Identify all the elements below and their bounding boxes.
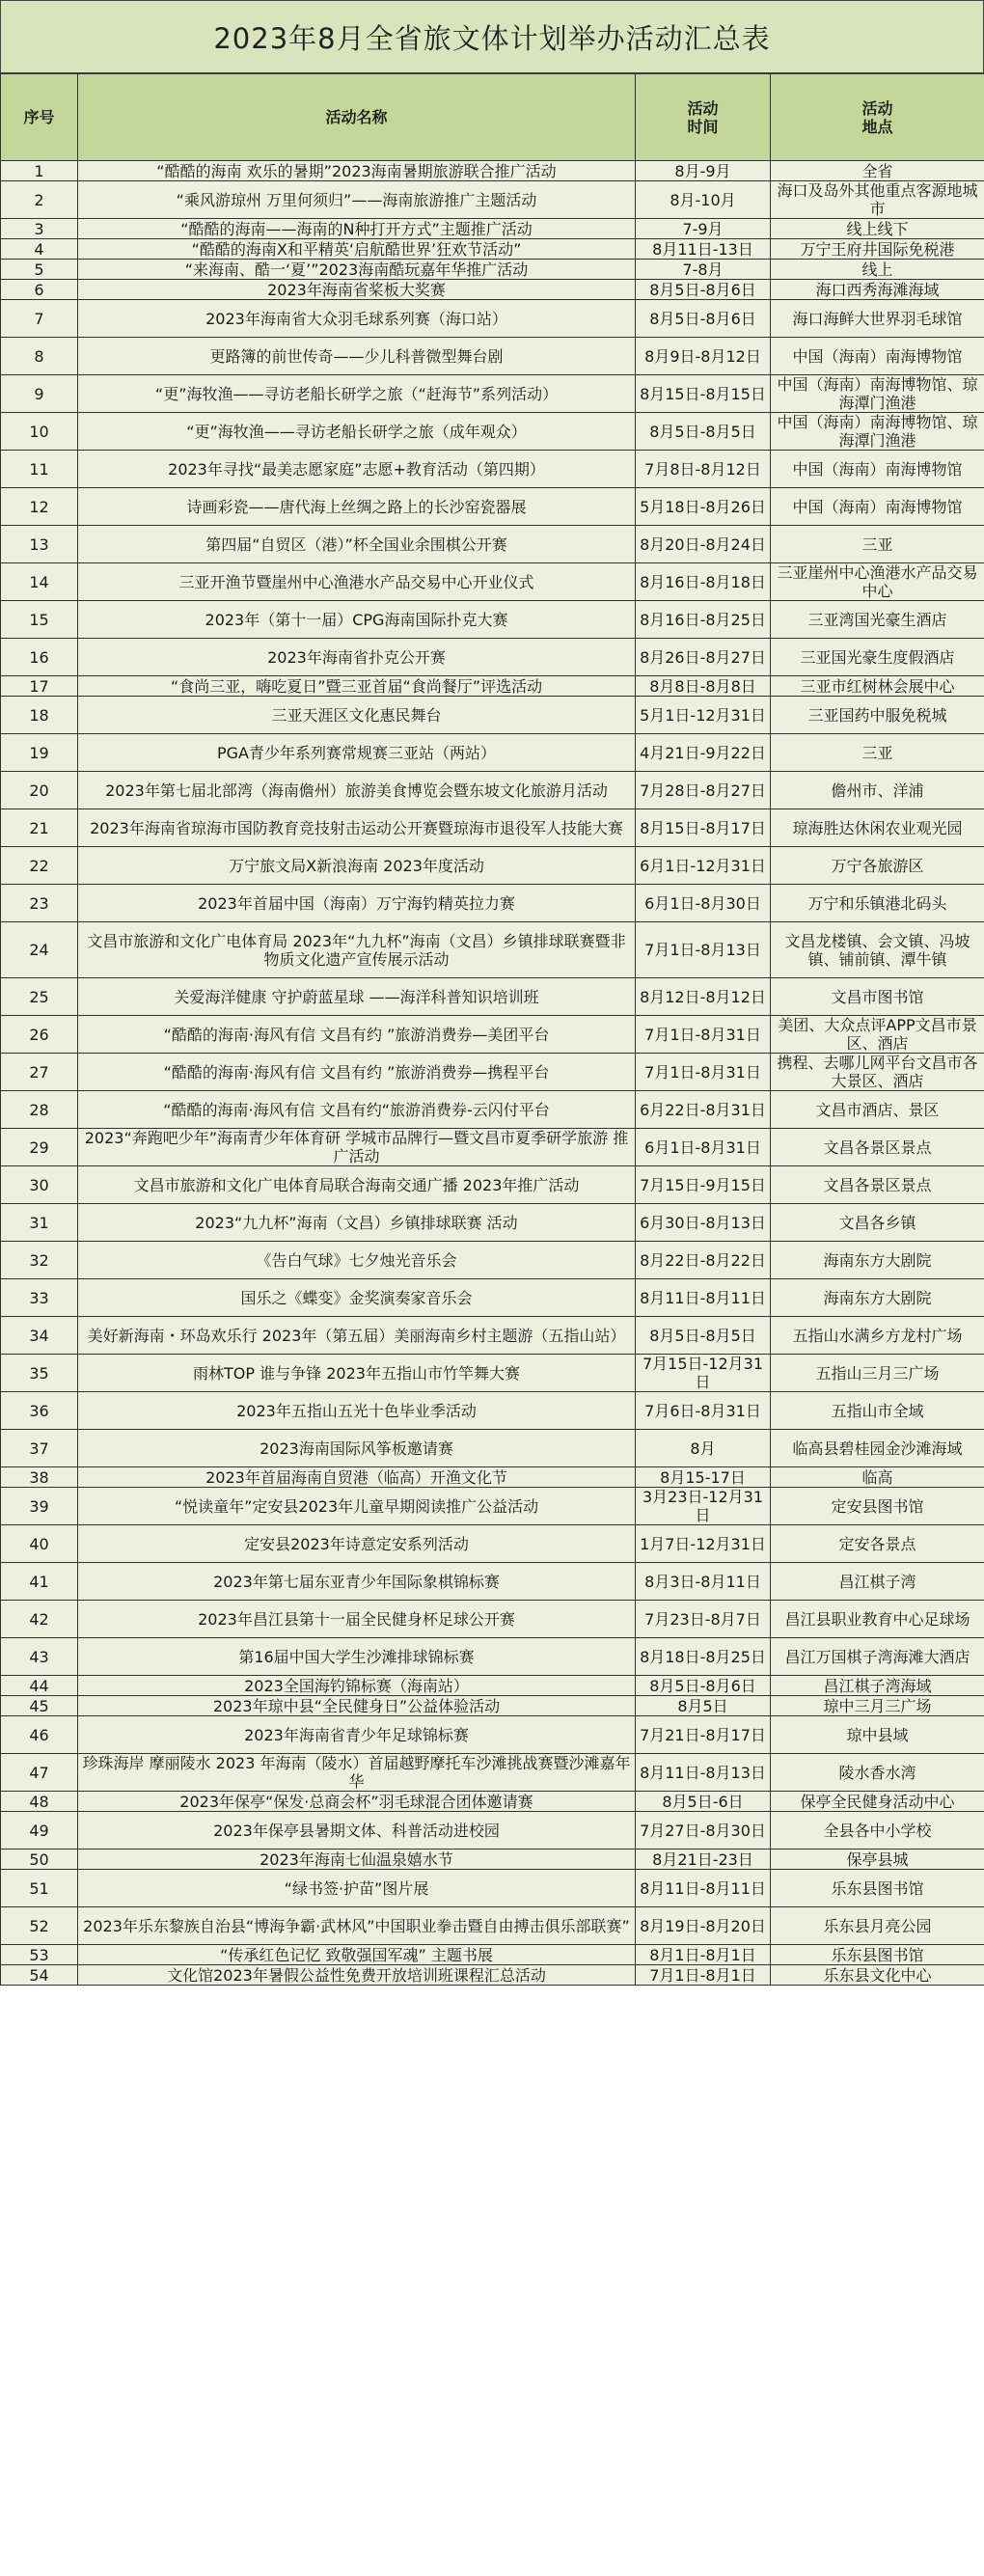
row-activity-name: 2023海南国际风筝板邀请赛	[78, 1430, 636, 1467]
row-activity-time: 8月20日-8月24日	[636, 526, 771, 563]
row-index: 24	[1, 922, 78, 978]
row-activity-place: 中国（海南）南海博物馆、琼海潭门渔港	[771, 375, 984, 413]
row-activity-place: 五指山三月三广场	[771, 1355, 984, 1392]
row-activity-name: 《告白气球》七夕烛光音乐会	[78, 1242, 636, 1279]
row-activity-name: “传承红色记忆 致敬强国军魂” 主题书展	[78, 1945, 636, 1965]
row-index: 44	[1, 1676, 78, 1696]
table-row	[1, 1016, 984, 1054]
table-row	[1, 1945, 984, 1965]
table-row	[1, 1525, 984, 1563]
row-index: 35	[1, 1355, 78, 1392]
row-index: 39	[1, 1488, 78, 1525]
table-row	[1, 1488, 984, 1525]
row-activity-name: “酷酷的海南·海风有信 文昌有约“旅游消费券-云闪付平台	[78, 1091, 636, 1129]
row-activity-place: 全省	[771, 161, 984, 181]
table-row	[1, 1850, 984, 1870]
row-index: 36	[1, 1392, 78, 1430]
row-activity-time: 7月1日-8月1日	[636, 1965, 771, 1986]
table-row	[1, 1355, 984, 1392]
row-activity-name: 三亚开渔节暨崖州中心渔港水产品交易中心开业仪式	[78, 563, 636, 601]
row-activity-name: 2023年海南省桨板大奖赛	[78, 280, 636, 300]
row-activity-place: 中国（海南）南海博物馆	[771, 488, 984, 526]
sheet-title: 2023年8月全省旅文体计划举办活动汇总表	[0, 0, 984, 73]
row-index: 18	[1, 697, 78, 734]
row-activity-time: 8月15-17日	[636, 1467, 771, 1488]
row-activity-place: 万宁王府井国际免税港	[771, 239, 984, 260]
row-activity-name: 国乐之《蝶变》金奖演奏家音乐会	[78, 1279, 636, 1317]
row-index: 31	[1, 1204, 78, 1242]
row-activity-time: 8月12日-8月12日	[636, 978, 771, 1016]
row-activity-place: 中国（海南）南海博物馆、琼海潭门渔港	[771, 413, 984, 451]
row-index: 26	[1, 1016, 78, 1054]
row-activity-time: 8月16日-8月18日	[636, 563, 771, 601]
row-activity-time: 7月1日-8月31日	[636, 1016, 771, 1054]
row-activity-place: 定安县图书馆	[771, 1488, 984, 1525]
row-activity-place: 海南东方大剧院	[771, 1279, 984, 1317]
row-index: 4	[1, 239, 78, 260]
row-activity-time: 8月5日	[636, 1696, 771, 1716]
row-activity-name: 2023年海南省大众羽毛球系列赛（海口站）	[78, 300, 636, 338]
row-index: 32	[1, 1242, 78, 1279]
row-activity-place: 乐东县图书馆	[771, 1870, 984, 1907]
row-index: 21	[1, 809, 78, 847]
table-row	[1, 734, 984, 772]
row-activity-place: 中国（海南）南海博物馆	[771, 451, 984, 488]
row-activity-place: 三亚崖州中心渔港水产品交易中心	[771, 563, 984, 601]
table-row	[1, 1091, 984, 1129]
table-row	[1, 697, 984, 734]
row-activity-place: 携程、去哪儿网平台文昌市各大景区、酒店	[771, 1054, 984, 1091]
row-activity-name: 更路簿的前世传奇——少儿科普微型舞台剧	[78, 338, 636, 375]
row-activity-place: 保亭全民健身活动中心	[771, 1792, 984, 1812]
row-activity-time: 6月30日-8月13日	[636, 1204, 771, 1242]
row-activity-name: PGA青少年系列赛常规赛三亚站（两站）	[78, 734, 636, 772]
table-row	[1, 1563, 984, 1601]
row-activity-time: 8月18日-8月25日	[636, 1638, 771, 1676]
row-activity-name: 2023年昌江县第十一届全民健身杯足球公开赛	[78, 1601, 636, 1638]
row-activity-name: 2023年首届海南自贸港（临高）开渔文化节	[78, 1467, 636, 1488]
row-activity-place: 琼海胜达休闲农业观光园	[771, 809, 984, 847]
row-index: 50	[1, 1850, 78, 1870]
row-index: 20	[1, 772, 78, 809]
row-activity-time: 8月11日-8月11日	[636, 1870, 771, 1907]
row-activity-time: 8月-10月	[636, 181, 771, 219]
row-activity-time: 6月1日-8月31日	[636, 1129, 771, 1166]
row-activity-name: 文昌市旅游和文化广电体育局 2023年“九九杯”海南（文昌）乡镇排球联赛暨非物质文化遗产宣传展示活动	[78, 922, 636, 978]
row-activity-time: 7月15日-12月31日	[636, 1355, 771, 1392]
row-activity-place: 三亚市红树林会展中心	[771, 676, 984, 697]
row-activity-name: “更”海牧渔——寻访老船长研学之旅（成年观众）	[78, 413, 636, 451]
row-index: 46	[1, 1716, 78, 1754]
row-activity-time: 5月1日-12月31日	[636, 697, 771, 734]
row-activity-name: “更”海牧渔——寻访老船长研学之旅（“赶海节”系列活动）	[78, 375, 636, 413]
row-index: 51	[1, 1870, 78, 1907]
row-activity-time: 8月11日-13日	[636, 239, 771, 260]
row-activity-name: 2023年首届中国（海南）万宁海钓精英拉力赛	[78, 885, 636, 922]
row-activity-name: 2023年（第十一届）CPG海南国际扑克大赛	[78, 601, 636, 639]
row-activity-time: 8月16日-8月25日	[636, 601, 771, 639]
row-activity-place: 线上线下	[771, 219, 984, 239]
row-activity-time: 6月22日-8月31日	[636, 1091, 771, 1129]
row-activity-name: 2023年琼中县“全民健身日”公益体验活动	[78, 1696, 636, 1716]
row-activity-name: 2023年五指山五光十色毕业季活动	[78, 1392, 636, 1430]
row-index: 43	[1, 1638, 78, 1676]
table-row	[1, 1392, 984, 1430]
table-row	[1, 1754, 984, 1792]
row-activity-name: 2023年保亭“保发·总商会杯”羽毛球混合团体邀请赛	[78, 1792, 636, 1812]
row-activity-time: 8月11日-8月11日	[636, 1279, 771, 1317]
row-activity-time: 8月5日-6日	[636, 1792, 771, 1812]
row-activity-name: 文昌市旅游和文化广电体育局联合海南交通广播 2023年推广活动	[78, 1166, 636, 1204]
row-activity-name: 2023年海南七仙温泉嬉水节	[78, 1850, 636, 1870]
row-activity-name: “酷酷的海南·海风有信 文昌有约 ”旅游消费券—携程平台	[78, 1054, 636, 1091]
row-activity-name: 珍珠海岸 摩丽陵水 2023 年海南（陵水）首届越野摩托车沙滩挑战赛暨沙滩嘉年华	[78, 1754, 636, 1792]
row-activity-place: 文昌各乡镇	[771, 1204, 984, 1242]
row-index: 14	[1, 563, 78, 601]
row-activity-time: 7月27日-8月30日	[636, 1812, 771, 1850]
row-activity-name: 2023年保亭县暑期文体、科普活动进校园	[78, 1812, 636, 1850]
row-activity-time: 8月-9月	[636, 161, 771, 181]
row-activity-time: 7-8月	[636, 260, 771, 280]
row-activity-name: 2023年第七届东亚青少年国际象棋锦标赛	[78, 1563, 636, 1601]
row-activity-name: “酷酷的海南X和平精英‘启航酷世界’狂欢节活动”	[78, 239, 636, 260]
row-activity-place: 线上	[771, 260, 984, 280]
row-activity-name: 雨林TOP 谁与争锋 2023年五指山市竹竿舞大赛	[78, 1355, 636, 1392]
row-activity-time: 8月1日-8月1日	[636, 1945, 771, 1965]
table-row	[1, 338, 984, 375]
row-activity-name: 美好新海南・环岛欢乐行 2023年（第五届）美丽海南乡村主题游（五指山站）	[78, 1317, 636, 1355]
row-activity-name: 2023年第七届北部湾（海南儋州）旅游美食博览会暨东坡文化旅游月活动	[78, 772, 636, 809]
row-activity-time: 8月5日-8月6日	[636, 300, 771, 338]
row-activity-place: 五指山水满乡方龙村广场	[771, 1317, 984, 1355]
header-row	[1, 74, 984, 161]
row-index: 37	[1, 1430, 78, 1467]
row-activity-time: 8月22日-8月22日	[636, 1242, 771, 1279]
header-activity-time: 活动 时间	[636, 74, 771, 161]
row-activity-time: 8月	[636, 1430, 771, 1467]
row-activity-name: 三亚天涯区文化惠民舞台	[78, 697, 636, 734]
row-activity-time: 8月8日-8月8日	[636, 676, 771, 697]
row-activity-name: 2023年海南省扑克公开赛	[78, 639, 636, 676]
table-row	[1, 809, 984, 847]
row-index: 47	[1, 1754, 78, 1792]
row-activity-place: 临高	[771, 1467, 984, 1488]
header-activity-name: 活动名称	[78, 74, 636, 161]
row-index: 3	[1, 219, 78, 239]
table-row	[1, 300, 984, 338]
row-activity-time: 7月1日-8月13日	[636, 922, 771, 978]
table-row	[1, 1907, 984, 1945]
row-activity-place: 儋州市、洋浦	[771, 772, 984, 809]
table-row	[1, 1242, 984, 1279]
row-activity-time: 8月26日-8月27日	[636, 639, 771, 676]
row-index: 5	[1, 260, 78, 280]
row-activity-place: 海口海鲜大世界羽毛球馆	[771, 300, 984, 338]
row-activity-time: 7月1日-8月31日	[636, 1054, 771, 1091]
row-activity-place: 昌江万国棋子湾海滩大酒店	[771, 1638, 984, 1676]
row-activity-place: 三亚	[771, 526, 984, 563]
row-index: 34	[1, 1317, 78, 1355]
table-row	[1, 413, 984, 451]
row-index: 53	[1, 1945, 78, 1965]
row-activity-place: 保亭县城	[771, 1850, 984, 1870]
row-activity-time: 8月15日-8月17日	[636, 809, 771, 847]
row-activity-time: 8月5日-8月6日	[636, 280, 771, 300]
row-activity-time: 7月21日-8月17日	[636, 1716, 771, 1754]
row-activity-name: 2023“九九杯”海南（文昌）乡镇排球联赛 活动	[78, 1204, 636, 1242]
row-activity-time: 8月9日-8月12日	[636, 338, 771, 375]
row-activity-time: 7月8日-8月12日	[636, 451, 771, 488]
row-activity-place: 美团、大众点评APP文昌市景区、酒店	[771, 1016, 984, 1054]
row-activity-time: 7月23日-8月7日	[636, 1601, 771, 1638]
row-activity-place: 陵水香水湾	[771, 1754, 984, 1792]
row-activity-time: 5月18日-8月26日	[636, 488, 771, 526]
row-activity-time: 6月1日-8月30日	[636, 885, 771, 922]
table-row	[1, 260, 984, 280]
row-activity-time: 8月21日-23日	[636, 1850, 771, 1870]
row-activity-place: 定安各景点	[771, 1525, 984, 1563]
row-index: 25	[1, 978, 78, 1016]
row-activity-place: 海南东方大剧院	[771, 1242, 984, 1279]
row-index: 40	[1, 1525, 78, 1563]
row-activity-time: 8月19日-8月20日	[636, 1907, 771, 1945]
row-index: 54	[1, 1965, 78, 1986]
row-activity-name: 第16届中国大学生沙滩排球锦标赛	[78, 1638, 636, 1676]
row-index: 8	[1, 338, 78, 375]
row-activity-place: 琼中县域	[771, 1716, 984, 1754]
row-activity-time: 7月28日-8月27日	[636, 772, 771, 809]
row-activity-place: 五指山市全域	[771, 1392, 984, 1430]
row-index: 41	[1, 1563, 78, 1601]
row-index: 29	[1, 1129, 78, 1166]
row-index: 15	[1, 601, 78, 639]
row-index: 22	[1, 847, 78, 885]
row-activity-time: 3月23日-12月31日	[636, 1488, 771, 1525]
row-index: 23	[1, 885, 78, 922]
row-activity-place: 文昌各景区景点	[771, 1166, 984, 1204]
row-activity-name: “食尚三亚，嗨吃夏日”暨三亚首届“食尚餐厅”评选活动	[78, 676, 636, 697]
table-row	[1, 1676, 984, 1696]
row-activity-place: 海口西秀海滩海域	[771, 280, 984, 300]
row-activity-place: 昌江县职业教育中心足球场	[771, 1601, 984, 1638]
row-activity-name: 万宁旅文局X新浪海南 2023年度活动	[78, 847, 636, 885]
table-row	[1, 239, 984, 260]
row-activity-time: 7月6日-8月31日	[636, 1392, 771, 1430]
row-index: 42	[1, 1601, 78, 1638]
row-activity-place: 文昌各景区景点	[771, 1129, 984, 1166]
row-index: 48	[1, 1792, 78, 1812]
row-activity-name: 2023全国海钓锦标赛（海南站）	[78, 1676, 636, 1696]
row-activity-name: “来海南、酷一‘夏’”2023海南酷玩嘉年华推广活动	[78, 260, 636, 280]
table-row	[1, 526, 984, 563]
row-activity-name: 2023年乐东黎族自治县“博海争霸·武林风”中国职业拳击暨自由搏击俱乐部联赛”	[78, 1907, 636, 1945]
row-activity-time: 8月5日-8月6日	[636, 1676, 771, 1696]
row-index: 30	[1, 1166, 78, 1204]
row-activity-time: 8月5日-8月5日	[636, 1317, 771, 1355]
row-index: 13	[1, 526, 78, 563]
table-row	[1, 375, 984, 413]
header-index: 序号	[1, 74, 78, 161]
table-row	[1, 1965, 984, 1986]
table-row	[1, 847, 984, 885]
row-activity-place: 文昌市图书馆	[771, 978, 984, 1016]
row-activity-name: 定安县2023年诗意定安系列活动	[78, 1525, 636, 1563]
row-activity-time: 8月15日-8月15日	[636, 375, 771, 413]
row-activity-place: 昌江棋子湾海域	[771, 1676, 984, 1696]
row-activity-place: 万宁和乐镇港北码头	[771, 885, 984, 922]
row-index: 38	[1, 1467, 78, 1488]
row-index: 9	[1, 375, 78, 413]
row-index: 45	[1, 1696, 78, 1716]
table-row	[1, 1204, 984, 1242]
row-activity-name: “绿书签·护苗”图片展	[78, 1870, 636, 1907]
row-index: 2	[1, 181, 78, 219]
table-row	[1, 563, 984, 601]
row-activity-time: 8月5日-8月5日	[636, 413, 771, 451]
row-activity-place: 三亚湾国光豪生酒店	[771, 601, 984, 639]
row-activity-time: 4月21日-9月22日	[636, 734, 771, 772]
table-row	[1, 639, 984, 676]
row-index: 28	[1, 1091, 78, 1129]
row-activity-name: 诗画彩瓷——唐代海上丝绸之路上的长沙窑瓷器展	[78, 488, 636, 526]
row-activity-place: 乐东县图书馆	[771, 1945, 984, 1965]
table-row	[1, 601, 984, 639]
row-index: 11	[1, 451, 78, 488]
table-row	[1, 1792, 984, 1812]
row-activity-name: “悦读童年”定安县2023年儿童早期阅读推广公益活动	[78, 1488, 636, 1525]
table-row	[1, 1317, 984, 1355]
row-activity-place: 文昌市酒店、景区	[771, 1091, 984, 1129]
row-index: 52	[1, 1907, 78, 1945]
header-activity-place: 活动 地点	[771, 74, 984, 161]
table-row	[1, 1467, 984, 1488]
row-index: 19	[1, 734, 78, 772]
row-activity-place: 中国（海南）南海博物馆	[771, 338, 984, 375]
row-index: 12	[1, 488, 78, 526]
table-row	[1, 922, 984, 978]
row-activity-place: 万宁各旅游区	[771, 847, 984, 885]
row-activity-place: 全县各中小学校	[771, 1812, 984, 1850]
row-activity-time: 6月1日-12月31日	[636, 847, 771, 885]
row-activity-time: 7月15日-9月15日	[636, 1166, 771, 1204]
table-row	[1, 488, 984, 526]
row-activity-name: 关爱海洋健康 守护蔚蓝星球 ——海洋科普知识培训班	[78, 978, 636, 1016]
row-activity-place: 昌江棋子湾	[771, 1563, 984, 1601]
row-activity-place: 乐东县月亮公园	[771, 1907, 984, 1945]
table-row	[1, 1716, 984, 1754]
row-activity-name: 2023年海南省青少年足球锦标赛	[78, 1716, 636, 1754]
row-activity-time: 1月7日-12月31日	[636, 1525, 771, 1563]
table-row	[1, 1870, 984, 1907]
table-row	[1, 1812, 984, 1850]
table-row	[1, 1054, 984, 1091]
row-index: 17	[1, 676, 78, 697]
table-row	[1, 1166, 984, 1204]
row-activity-place: 三亚	[771, 734, 984, 772]
row-index: 27	[1, 1054, 78, 1091]
row-index: 16	[1, 639, 78, 676]
row-activity-name: “酷酷的海南——海南的N种打开方式”主题推广活动	[78, 219, 636, 239]
row-activity-name: “酷酷的海南·海风有信 文昌有约 ”旅游消费券—美团平台	[78, 1016, 636, 1054]
row-activity-place: 临高县碧桂园金沙滩海域	[771, 1430, 984, 1467]
table-row	[1, 676, 984, 697]
row-activity-name: 2023年海南省琼海市国防教育竞技射击运动公开赛暨琼海市退役军人技能大赛	[78, 809, 636, 847]
activity-table	[0, 73, 984, 1986]
table-row	[1, 1430, 984, 1467]
row-activity-name: 2023“奔跑吧少年”海南青少年体育研 学城市品牌行—暨文昌市夏季研学旅游 推广活动	[78, 1129, 636, 1166]
table-row	[1, 451, 984, 488]
table-row	[1, 1279, 984, 1317]
table-row	[1, 978, 984, 1016]
row-activity-name: 文化馆2023年暑假公益性免费开放培训班课程汇总活动	[78, 1965, 636, 1986]
table-row	[1, 885, 984, 922]
row-activity-name: “酷酷的海南 欢乐的暑期”2023海南暑期旅游联合推广活动	[78, 161, 636, 181]
table-row	[1, 772, 984, 809]
table-row	[1, 219, 984, 239]
row-activity-place: 海口及岛外其他重点客源地城市	[771, 181, 984, 219]
row-activity-place: 三亚国药中服免税城	[771, 697, 984, 734]
row-activity-name: 2023年寻找“最美志愿家庭”志愿+教育活动（第四期）	[78, 451, 636, 488]
row-activity-name: 第四届“自贸区（港）”杯全国业余围棋公开赛	[78, 526, 636, 563]
row-index: 10	[1, 413, 78, 451]
row-activity-place: 琼中三月三广场	[771, 1696, 984, 1716]
row-activity-time: 8月3日-8月11日	[636, 1563, 771, 1601]
row-index: 1	[1, 161, 78, 181]
row-activity-time: 8月11日-8月13日	[636, 1754, 771, 1792]
row-index: 33	[1, 1279, 78, 1317]
row-activity-place: 三亚国光豪生度假酒店	[771, 639, 984, 676]
table-row	[1, 1601, 984, 1638]
table-row	[1, 1638, 984, 1676]
table-row	[1, 161, 984, 181]
row-activity-place: 文昌龙楼镇、会文镇、冯坡镇、铺前镇、潭牛镇	[771, 922, 984, 978]
row-activity-name: “乘风游琼州 万里何须归”——海南旅游推广主题活动	[78, 181, 636, 219]
table-row	[1, 181, 984, 219]
table-row	[1, 1696, 984, 1716]
table-row	[1, 280, 984, 300]
row-index: 6	[1, 280, 78, 300]
table-row	[1, 1129, 984, 1166]
row-activity-place: 乐东县文化中心	[771, 1965, 984, 1986]
row-activity-time: 7-9月	[636, 219, 771, 239]
row-index: 49	[1, 1812, 78, 1850]
row-index: 7	[1, 300, 78, 338]
